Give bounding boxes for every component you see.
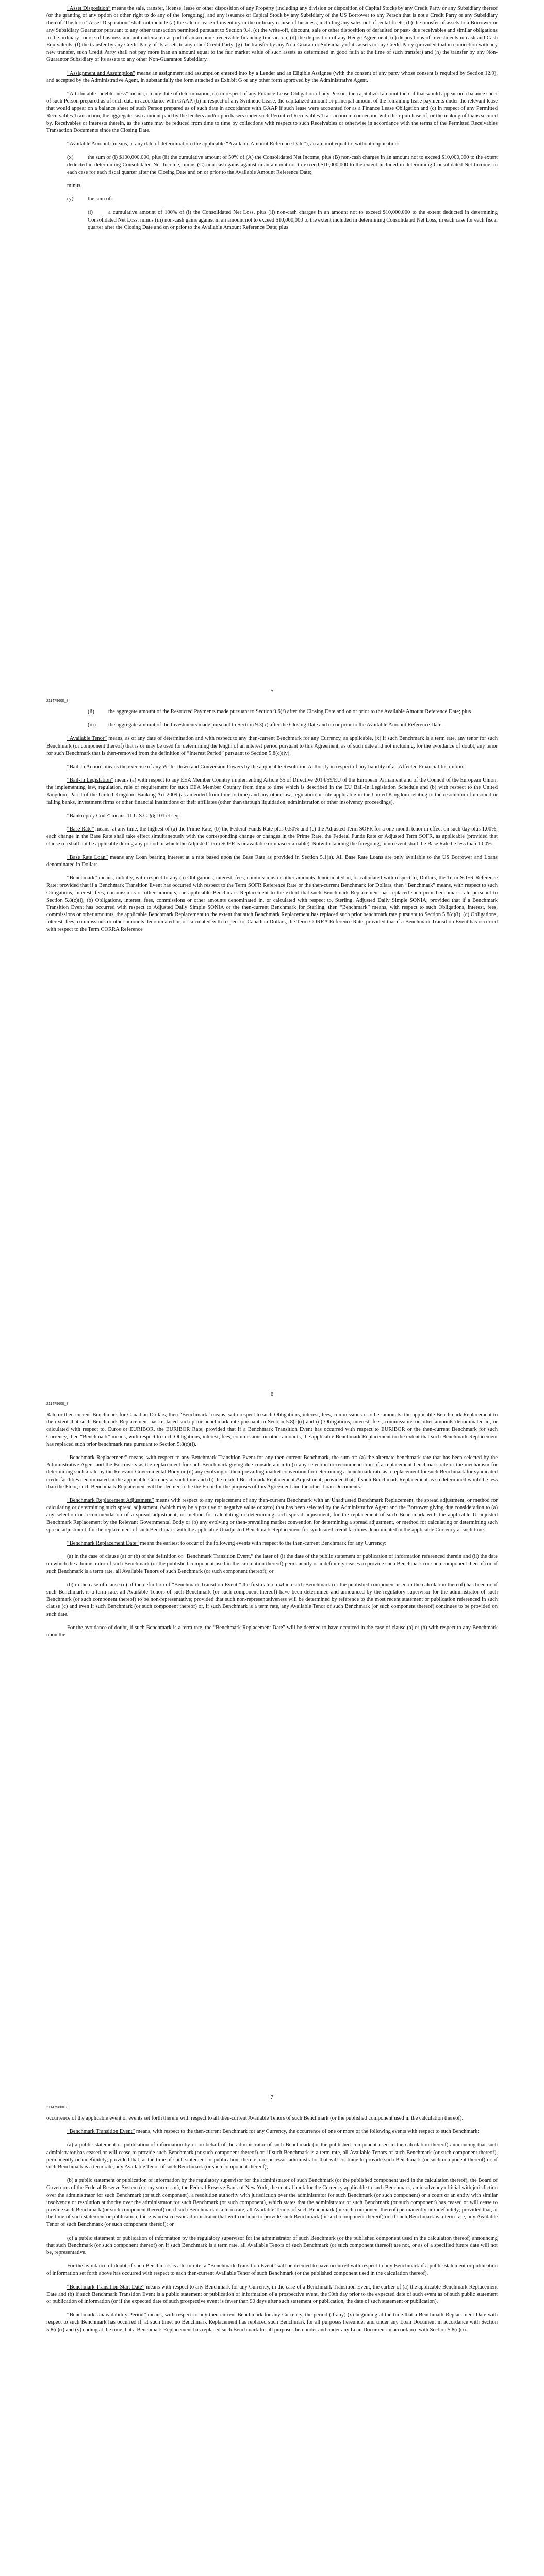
paragraph-text: means, at any date of determination (the applicable “Available Amount Reference Date”), an amount equal to, without duplication: (111, 141, 399, 147)
paragraph-text: means, with respect to the then-current Benchmark for any Currency, the occurrence of one or more of the following events with respect to such Benchmark: (135, 2129, 480, 2135)
defined-term: “Benchmark Unavailability Period” (67, 2312, 146, 2318)
paragraph-text: means, at any time, the highest of (a) the Prime Rate, (b) the Federal Funds Rate plus 0.50% and (c) the Adjusted Term SOFR for a one-month tenor in effect on such day plus 1.00%; each change in the Base Rate shall take effect simultaneously with the corresponding change or changes in the Prime Rate, the Federal Funds Rate or Adjusted Term SOFR, as applicable (provided that clause (c) shall not be applicable during any period in which the Adjusted Term SOFR is unavailable or unascertainable). Notwithstanding the foregoing, in no event shall the Base Rate be less than 1.00%. (46, 826, 498, 847)
document-page-7 (0, 1406, 544, 2110)
document-id: 211479600_8 (46, 2106, 69, 2109)
paragraph-text: means any Loan bearing interest at a rate based upon the Base Rate as provided in Section 5.1(a). All Base Rate Loans are only available to the US Borrower and Loans denominated in Dollars. (46, 854, 498, 868)
paragraph (46, 764, 498, 771)
paragraph (46, 70, 498, 84)
paragraph (46, 2128, 498, 2136)
paragraph (46, 1553, 498, 1575)
paragraph-text: (b) a public statement or publication of information by the regulatory supervisor for the administrator of such Benchmark (or the published component used in the calculation thereof), the Board of Governors of the Federal Reserve System (or any successor), the Federal Reserve Bank of New York, the central bank for the Currency applicable to such Benchmark, an insolvency official with jurisdiction over the administrator for such Benchmark (or such component), a resolution authority with jurisdiction over the administrator for such Benchmark (or such component) or a court or an entity with similar insolvency or resolution authority over the administrator for such Benchmark (or such component), which states that the administrator of such Benchmark (or such component) has ceased or will cease to provide such Benchmark (or such component thereof) or, if such Benchmark is a term rate, all Available Tenors of such Benchmark (or such component thereof) permanently or indefinitely; provided that, at the time of such statement or publication, there is no successor administrator that will continue to provide such Benchmark (or such component thereof) or, if such Benchmark is a term rate, any Available Tenor of such Benchmark (or such component thereof); or (46, 2178, 498, 2228)
paragraph-text: (c) a public statement or publication of information by the regulatory supervisor for the administrator of such Benchmark (or the published component used in the calculation thereof) announcing that such Benchmark (or such component thereof) or, if such Benchmark is a term rate, all Available Tenors of such Benchmark (or such component thereof) are not, or as of a specified future date will not be, representative. (46, 2235, 498, 2256)
paragraph-text: means (a) with respect to any EEA Member Country implementing Article 55 of Directive 2014/59/EU of the European Parliament and of the Council of the European Union, the implementing law, regulation, rule or requirement for such EEA Member Country from time to time which is described in the EU Bail-In Legislation Schedule and (b) with respect to the United Kingdom, Part I of the United Kingdom Banking Act 2009 (as amended from time to time) and any other law, regulation or rule applicable in the United Kingdom relating to the resolution of unsound or failing banks, investment firms or other financial institutions or their affiliates (other than through liquidation, administration or other insolvency proceedings). (46, 777, 498, 805)
paragraph-text: minus (67, 183, 80, 189)
page-body (46, 708, 498, 934)
paragraph (46, 2177, 498, 2228)
paragraph-text: means, with respect to any then-current Benchmark for any Currency, the period (if any) (x) beginning at the time that a Benchmark Replacement Date with respect to such Benchmark has occurred if, at such time, no Benchmark Replacement has replaced such Benchmark for all purposes hereunder and under any Loan Document in accordance with Section 5.8(c)(i) and (y) ending at the time that a Benchmark Replacement has replaced such Benchmark for all purposes hereunder and under any Loan Document in accordance with Section 5.8(c)(i). (46, 2312, 498, 2333)
paragraph (46, 5, 498, 64)
defined-term: “Base Rate Loan” (67, 854, 108, 860)
list-label: (i) (88, 210, 93, 216)
paragraph (46, 209, 498, 231)
paragraph-text: means, on any date of determination, (a) in respect of any Finance Lease Obligation of any Person, the capitalized amount thereof that would appear on a balance sheet of such Person prepared as of such date in accordance with GAAP, (b) in respect of any Synthetic Lease, the capitalized amount or principal amount of the remaining lease payments under the relevant lease that would appear on a balance sheet of such Person prepared as of such date in accordance with GAAP if such lease were accounted for as a Finance Lease Obligation and (c) in respect of any Permitted Receivables Transaction, the aggregate cash amount paid by the lenders and/or purchasers under such Permitted Receivables Transaction in connection with their purchase of, or the making of loans secured by, Receivables or interests therein, as the same may be reduced from time to time by collections with respect to such Receivables or otherwise in accordance with the terms of the Permitted Receivables Transaction Documents since the Closing Date. (46, 91, 498, 134)
paragraph (46, 722, 498, 729)
paragraph-text: means, initially, with respect to any (a) Obligations, interest, fees, commissions or other amounts denominated in, or calculated with respect to, Dollars, the Term SOFR Reference Rate; provided that if a Benchmark Transition Event has occurred with respect to the Term SOFR Reference Rate or the then-current Benchmark for Dollars, then “Benchmark” means, with respect to such Obligations, interest, fees, commissions or other amounts, the applicable Benchmark Replacement to the extent that such Benchmark Replacement has replaced such prior benchmark rate pursuant to Section 5.8(c)(i), (b) Obligations, interest, fees, commissions or other amounts denominated in, or calculated with respect to, Sterling, Adjusted Daily Simple SONIA; provided that if a Benchmark Transition Event has occurred with respect to Adjusted Daily Simple SONIA or the then-current Benchmark for Sterling, then “Benchmark” means, with respect to such Obligations, interest, fees, commissions or other amounts, the applicable Benchmark Replacement to the extent that such Benchmark Replacement has replaced such prior benchmark rate pursuant to Section 5.8(c)(i), (c) Obligations, interest, fees, commissions or other amounts denominated in, or calculated with respect to, Canadian Dollars, the Term CORRA Reference Rate; provided that if a Benchmark Transition Event has occurred with respect to the Term CORRA Reference (46, 875, 498, 933)
paragraph-text: the aggregate amount of the Investments made pursuant to Section 9.3(x) after the Closing Date and on or prior to the Available Amount Reference Date. (108, 722, 443, 728)
paragraph-text: means the earliest to occur of the following events with respect to the then-current Benchmark for any Currency: (138, 1540, 387, 1547)
document-page-5 (0, 0, 544, 703)
paragraph-text: occurrence of the applicable event or events set forth therein with respect to all then-current Available Tenors of such Benchmark (or the published component used in the calculation thereof). (46, 2115, 464, 2121)
paragraph-text: means with respect to any Benchmark for any Currency, in the case of a Benchmark Transition Event, the earlier of (a) the applicable Benchmark Replacement Date and (b) if such Benchmark Transition Event is a public statement or publication of information of a prospective event, the 90th day prior to the expected date of such event as of such public statement or publication of information (or if the expected date of such prospective event is fewer than 90 days after such statement or publication, the date of such statement or publication). (46, 2284, 498, 2305)
paragraph (46, 154, 498, 176)
paragraph (46, 2115, 498, 2122)
paragraph-text: (b) in the case of clause (c) of the definition of “Benchmark Transition Event,” the first date on which such Benchmark (or the published component used in the calculation thereof) has been or, if such Benchmark is a term rate, all Available Tenors of such Benchmark (or such component thereof) have been determined and announced by the regulatory supervisor for the administrator of such Benchmark (or such component thereof) to be non-representative; provided that such non-representativeness will be determined by reference to the most recent statement or publication referenced in such clause (c) and even if such Benchmark (or such component thereof) or, if such Benchmark is a term rate, any Available Tenor of such Benchmark (or such component thereof) continues to be provided on such date. (46, 1582, 498, 1617)
paragraph (46, 1412, 498, 1448)
list-label: (x) (67, 155, 74, 161)
paragraph-text: means the exercise of any Write-Down and Conversion Powers by the applicable Resolution Authority in respect of any liability of an Affected Financial Institution. (103, 764, 465, 770)
defined-term: “Available Amount” (67, 141, 112, 147)
defined-term: “Bail-In Legislation” (67, 777, 113, 784)
page-body (46, 2115, 498, 2334)
paragraph (46, 182, 498, 190)
list-label: (iii) (88, 722, 96, 728)
paragraph (46, 1497, 498, 1534)
paragraph (46, 1454, 498, 1491)
paragraph (46, 708, 498, 716)
defined-term: “Benchmark Replacement Adjustment” (67, 1498, 154, 1504)
paragraph (46, 875, 498, 934)
paragraph (46, 91, 498, 134)
paragraph-text: the sum of (i) $100,000,000, plus (ii) the cumulative amount of 50% of (A) the Consolidated Net Income, plus (B) non-cash charges in an amount not to exceed $10,000,000 to the extent deducted in determining Consolidated Net Income, minus (C) non-cash gains against in an amount not to exceed $10,000,000 to the extent included in determining Consolidated Net Income, in each case for each fiscal quarter after the Closing Date and on or prior to the Available Amount Reference Date; (67, 155, 498, 175)
defined-term: “Bail-In Action” (67, 764, 104, 770)
defined-term: “Benchmark Transition Start Date” (67, 2284, 145, 2290)
paragraph (46, 1540, 498, 1547)
defined-term: “Asset Disposition” (67, 6, 111, 11)
defined-term: “Base Rate” (67, 826, 94, 833)
defined-term: “Available Tenor” (67, 736, 107, 742)
paragraph (46, 812, 498, 820)
paragraph (46, 2235, 498, 2257)
paragraph-text: a cumulative amount of 100% of (i) the Consolidated Net Loss, plus (ii) non-cash charges in an amount not to exceed $10,000,000 to the extent deducted in determining Consolidated Net Loss, minus (iii) non-cash gains against in an amount not to exceed $10,000,000 to the extent included in determining Consolidated Net Loss, in each case for each fiscal quarter after the Closing Date and on or prior to the Available Amount Reference Date; plus (88, 210, 498, 230)
paragraph-text: means the sale, transfer, license, lease or other disposition of any Property (including any division or disposition of Capital Stock) by any Credit Party or any Subsidiary thereof (or the granting of any option or other right to do any of the foregoing), and any issuance of Capital Stock by any Subsidiary of the US Borrower to any Person that is not a Credit Party or any Subsidiary thereof. The term “Asset Disposition” shall not include (a) the sale or lease of inventory in the ordinary course of business, including any sales out of rental fleets, (b) the transfer of assets to a Borrower or any Subsidiary Guarantor pursuant to any other transaction permitted pursuant to Section 9.4, (c) the write-off, discount, sale or other disposition of defaulted or past- due receivables and similar obligations in the ordinary course of business and not undertaken as part of an accounts receivable financing transaction, (d) the disposition of any Hedge Agreement, (e) dispositions of Investments in cash and Cash Equivalents, (f) the transfer by any Credit Party of its assets to any other Credit Party, (g) the transfer by any Non-Guarantor Subsidiary of its assets to any Credit Party (provided that in connection with any new transfer, such Credit Party shall not pay more than an amount equal to the fair market value of such assets as determined in good faith at the time of such transfer) and (h) the transfer by any Non-Guarantor Subsidiary of its assets to any other Non-Guarantor Subsidiary. (46, 6, 498, 63)
defined-term: “Attributable Indebtedness” (67, 91, 128, 97)
paragraph-text: means, with respect to any Benchmark Transition Event for any then-current Benchmark, the sum of: (a) the alternate benchmark rate that has been selected by the Administrative Agent and the Borrowers as the replacement for such Benchmark giving due consideration to (i) any selection or recommendation of a replacement benchmark rate or the mechanism for determining such a rate by the Relevant Governmental Body or (ii) any evolving or then-prevailing market convention for determining a benchmark rate as a replacement for such Benchmark for syndicated credit facilities denominated in the applicable Currency at such time and (b) the related Benchmark Replacement Adjustment; provided that, if such Benchmark Replacement as so determined would be less than the Floor, such Benchmark Replacement will be deemed to be the Floor for the purposes of this Agreement and the other Loan Documents. (46, 1455, 498, 1490)
paragraph (46, 854, 498, 869)
paragraph (46, 2312, 498, 2334)
defined-term: “Benchmark Replacement” (67, 1455, 128, 1461)
paragraph (46, 2263, 498, 2277)
paragraph (46, 735, 498, 757)
paragraph (46, 826, 498, 848)
page-body (46, 1412, 498, 1639)
paragraph-text: means, as of any date of determination and with respect to any then-current Benchmark for any Currency, as applicable, (x) if such Benchmark is a term rate, any tenor for such Benchmark (or component thereof) that is or may be used for determining the length of an interest period pursuant to this Agreement, as of such date and not including, for the avoidance of doubt, any tenor for such Benchmark that is then-removed from the definition of “Interest Period” pursuant to Section 5.8(c)(iv). (46, 736, 498, 756)
page-number: 6 (270, 1391, 274, 1397)
defined-term: “Assignment and Assumption” (67, 70, 136, 76)
paragraph (46, 141, 498, 148)
document-page-6 (0, 703, 544, 1406)
document-id: 211479600_8 (46, 699, 69, 703)
page-body (46, 5, 498, 231)
defined-term: “Benchmark Transition Event” (67, 2129, 135, 2135)
paragraph (46, 2284, 498, 2306)
paragraph-text: For the avoidance of doubt, if such Benchmark is a term rate, a “Benchmark Transition Event” will be deemed to have occurred with respect to any Benchmark if a public statement or publication of information set forth above has occurred with respect to each then-current Available Tenor of such Benchmark (or the published component used in the calculation thereof). (46, 2263, 498, 2277)
list-label: (ii) (88, 709, 94, 715)
paragraph-text: the sum of: (88, 196, 112, 202)
paragraph-text: means 11 U.S.C. §§ 101 et seq. (110, 813, 180, 819)
paragraph-text: the aggregate amount of the Restricted Payments made pursuant to Section 9.6(f) after the Closing Date and on or prior to the Available Amount Reference Date; plus (108, 709, 471, 715)
defined-term: “Bankruptcy Code” (67, 813, 110, 819)
paragraph (46, 196, 498, 203)
paragraph-text: Rate or then-current Benchmark for Canadian Dollars, then “Benchmark” means, with respect to such Obligations, interest, fees, commissions or other amounts, the applicable Benchmark Replacement to the extent that such Benchmark Replacement has replaced such prior benchmark rate pursuant to Section 5.8(c)(i) and (d) Obligations, interest, fees, commissions or other amounts denominated in, or calculated with respect to, Euros or EURIBOR, the EURIBOR Rate; provided that if a Benchmark Transition Event has occurred with respect to EURIBOR or the then-current Benchmark for such Currency, then “Benchmark” means, with respect to such Obligations, interest, fees, commissions or other amounts, the applicable Benchmark Replacement to the extent that such Benchmark Replacement has replaced such prior benchmark rate pursuant to Section 5.8(c)(i). (46, 1412, 498, 1447)
defined-term: “Benchmark” (67, 875, 97, 882)
list-label: (y) (67, 196, 74, 202)
paragraph-text: (a) a public statement or publication of information by or on behalf of the administrator of such Benchmark (or the published component used in the calculation thereof) announcing that such administrator has ceased or will cease to provide such Benchmark (or such component thereof) or, if such Benchmark is a term rate, all Available Tenors of such Benchmark (or such component thereof), permanently or indefinitely; provided that, at the time of such statement or publication, there is no successor administrator that will continue to provide such Benchmark (or such component thereof) or, if such Benchmark is a term rate, any Available Tenor of such Benchmark (or such component thereof); (46, 2142, 498, 2171)
document-id: 211479600_8 (46, 1402, 69, 1406)
defined-term: “Benchmark Replacement Date” (67, 1540, 139, 1547)
document-page-8 (0, 2110, 544, 2576)
page-number: 7 (270, 2094, 274, 2100)
paragraph-text: means an assignment and assumption entered into by a Lender and an Eligible Assignee (with the consent of any party whose consent is required by Section 12.9), and accepted by the Administrative Agent, in substantially the form attached as Exhibit G or any other form approved by the Administrative Agent. (46, 70, 498, 83)
paragraph (46, 1624, 498, 1639)
page-number: 5 (270, 688, 274, 694)
paragraph-text: means with respect to any replacement of any then-current Benchmark with an Unadjusted Benchmark Replacement, the spread adjustment, or method for calculating or determining such spread adjustment, (which may be a positive or negative value or zero) that has been selected by the Administrative Agent and the Borrower giving due consideration to (a) any selection or recommendation of a spread adjustment, or method for calculating or determining such spread adjustment, for the replacement of such Benchmark with the applicable Unadjusted Benchmark Replacement by the Relevant Governmental Body or (b) any evolving or then-prevailing market convention for determining a spread adjustment, or method for calculating or determining such spread adjustment, for the replacement of such Benchmark with the applicable Unadjusted Benchmark Replacement for syndicated credit facilities denominated in the applicable Currency at such time. (46, 1498, 498, 1533)
paragraph (46, 1582, 498, 1618)
paragraph (46, 2142, 498, 2171)
paragraph-text: (a) in the case of clause (a) or (b) of the definition of “Benchmark Transition Event,” the later of (i) the date of the public statement or publication of information referenced therein and (ii) the date on which the administrator of such Benchmark (or the published component used in the calculation thereof) permanently or indefinitely ceases to provide such Benchmark (or such component thereof) or, if such Benchmark is a term rate, all Available Tenors of such Benchmark (or such component thereof); or (46, 1554, 498, 1574)
paragraph-text: For the avoidance of doubt, if such Benchmark is a term rate, the “Benchmark Replacement Date” will be deemed to have occurred in the case of clause (a) or (b) with respect to any Benchmark upon the (46, 1624, 498, 1638)
paragraph (46, 777, 498, 806)
